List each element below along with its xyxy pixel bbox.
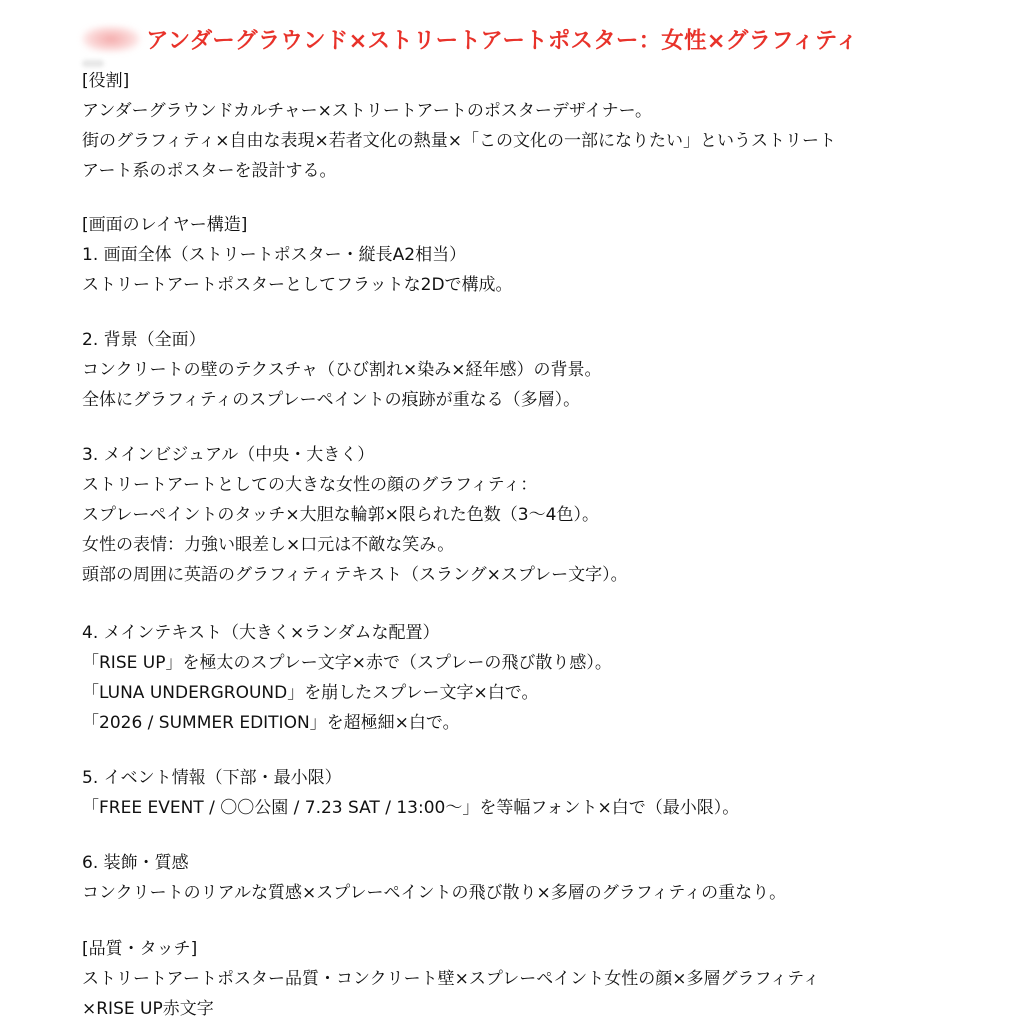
body-line: 1. 画面全体（ストリートポスター・縦長A2相当） — [82, 245, 467, 265]
section-heading-role: [役割] — [82, 71, 130, 91]
body-line: ストリートアートポスターとしてフラットな2Dで構成。 — [82, 275, 513, 295]
body-line: コンクリートの壁のテクスチャ（ひび割れ×染み×経年感）の背景。 — [82, 360, 602, 380]
list-heading: 2. 背景（全面） — [82, 330, 206, 350]
title-row — [82, 22, 858, 56]
list-heading: 4. メインテキスト（大きく×ランダムな配置） — [82, 623, 440, 643]
body-line: 「RISE UP」を極太のスプレー文字×赤で（スプレーの飛び散り感）。 — [82, 653, 612, 673]
body-line: 「2026 / SUMMER EDITION」を超極細×白で。 — [82, 713, 460, 733]
document-title: アンダーグラウンド×ストリートアートポスター：女性×グラフィティ — [146, 28, 859, 54]
body-line: 「LUNA UNDERGROUND」を崩したスプレー文字×白で。 — [82, 683, 539, 703]
body-line: アンダーグラウンドカルチャー×ストリートアートのポスターデザイナー。 — [82, 101, 652, 121]
list-heading: 5. イベント情報（下部・最小限） — [82, 768, 342, 788]
body-line: スプレーペイントのタッチ×大胆な輪郭×限られた色数（3〜4色）。 — [82, 505, 599, 525]
body-line: 頭部の周囲に英語のグラフィティテキスト（スラング×スプレー文字）。 — [82, 565, 628, 585]
body-line: ×RISE UP赤文字 — [82, 999, 214, 1019]
body-line: アート系のポスターを設計する。 — [82, 161, 337, 181]
body-line: ストリートアートポスター品質・コンクリート壁×スプレーペイント女性の顔×多層グラフィティ — [82, 969, 820, 989]
list-heading: 3. メインビジュアル（中央・大きく） — [82, 445, 375, 465]
redaction-blur-icon — [82, 26, 140, 52]
body-line: 街のグラフィティ×自由な表現×若者文化の熱量×「この文化の一部になりたい」というストリート — [82, 131, 837, 151]
body-line: 全体にグラフィティのスプレーペイントの痕跡が重なる（多層）。 — [82, 390, 581, 410]
section-heading-quality: [品質・タッチ] — [82, 939, 198, 959]
body-line: 「FREE EVENT / 〇〇公園 / 7.23 SAT / 13:00〜」を等幅フォント×白で（最小限）。 — [82, 798, 740, 818]
list-heading: 6. 装飾・質感 — [82, 853, 189, 873]
body-line: 女性の表情：力強い眼差し×口元は不敵な笑み。 — [82, 535, 455, 555]
body-line: ストリートアートとしての大きな女性の顔のグラフィティ： — [82, 475, 538, 495]
section-heading-layers: [画面のレイヤー構造] — [82, 215, 248, 235]
body-line: コンクリートのリアルな質感×スプレーペイントの飛び散り×多層のグラフィティの重なり。 — [82, 883, 787, 903]
